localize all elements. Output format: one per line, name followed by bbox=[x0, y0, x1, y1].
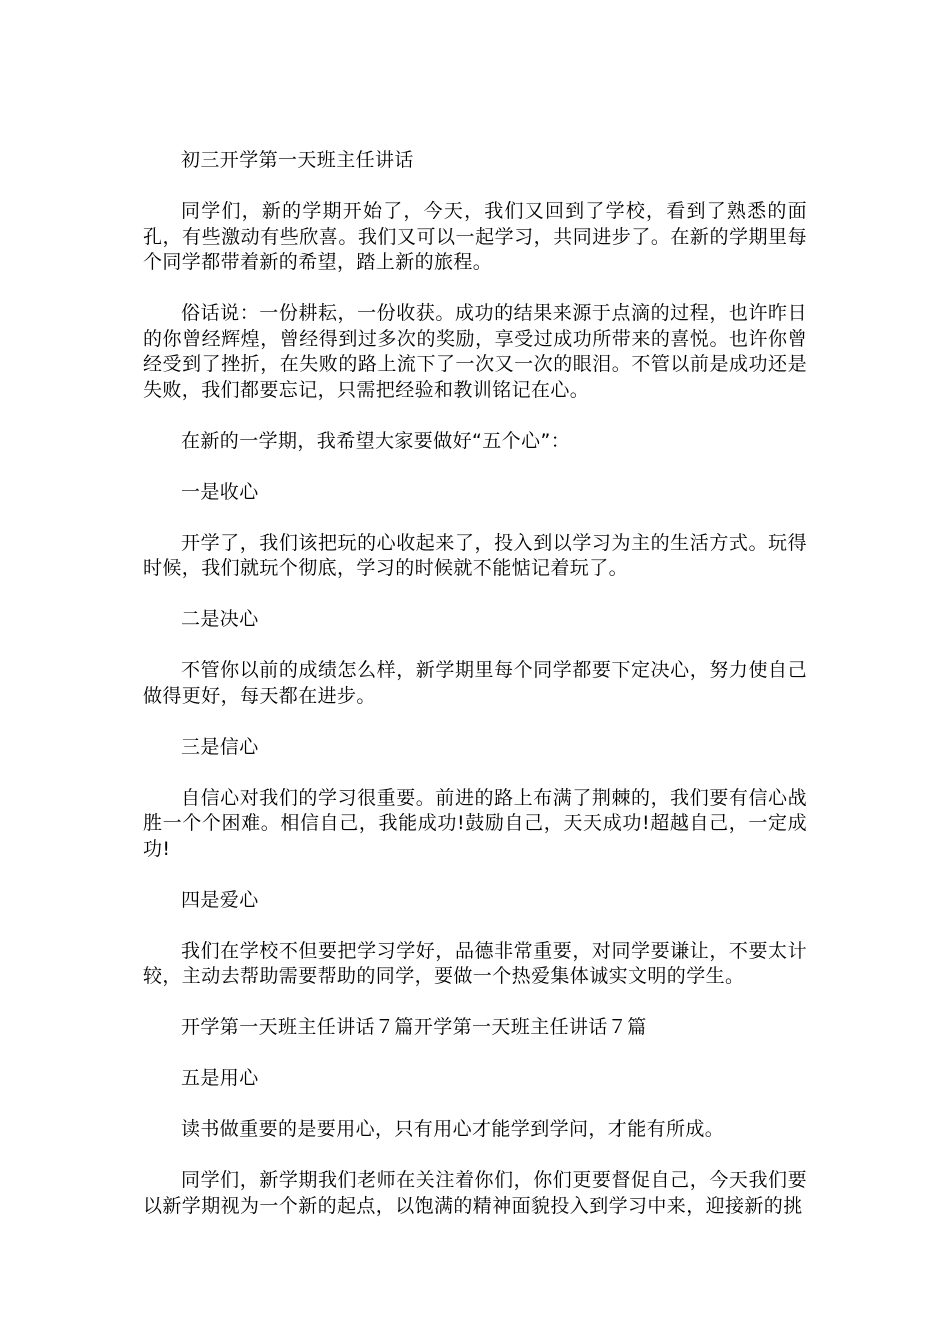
paragraph: 开学了，我们该把玩的心收起来了，投入到以学习为主的生活方式。玩得时候，我们就玩个彻底，学习的时候就不能惦记着玩了。 bbox=[143, 531, 807, 579]
paragraph: 我们在学校不但要把学习学好，品德非常重要，对同学要谦让，不要太计较，主动去帮助需要帮助的同学，要做一个热爱集体诚实文明的学生。 bbox=[143, 939, 807, 987]
section-heading: 三是信心 bbox=[181, 735, 259, 758]
section-heading: 五是用心 bbox=[181, 1067, 259, 1089]
paragraph: 俗话说：一份耕耘，一份收获。成功的结果来源于点滴的过程，也许昨日的你曾经辉煌，曾经得到过多次的奖励，享受过成功所带来的喜悦。也许你曾经受到了挫折，在失败的路上流下了一次又一次的眼泪。不管以前是成功还是失败，我们都要忘记，只需把经验和教训铭记在心。 bbox=[143, 302, 807, 401]
paragraph: 开学第一天班主任讲话７篇开学第一天班主任讲话７篇 bbox=[181, 1016, 647, 1038]
paragraph: 在新的一学期，我希望大家要做好“五个心”： bbox=[181, 429, 571, 452]
paragraph: 不管你以前的成绩怎么样，新学期里每个同学都要下定决心，努力使自己做得更好，每天都在进步。 bbox=[143, 659, 807, 707]
paragraph: 自信心对我们的学习很重要。前进的路上布满了荆棘的，我们要有信心战胜一个个困难。相信自己，我能成功!鼓励自己，天天成功!超越自己，一定成功! bbox=[143, 786, 807, 860]
section-heading: 二是决心 bbox=[181, 608, 259, 630]
document-body bbox=[143, 148, 807, 1245]
paragraph: 读书做重要的是要用心，只有用心才能学到学问，才能有所成。 bbox=[181, 1118, 725, 1140]
section-heading: 一是收心 bbox=[181, 480, 259, 503]
paragraph: 同学们，新学期我们老师在关注着你们，你们更要督促自己，今天我们要以新学期视为一个新的起点，以饱满的精神面貌投入到学习中来，迎接新的挑 bbox=[143, 1169, 807, 1217]
paragraph: 同学们，新的学期开始了，今天，我们又回到了学校，看到了熟悉的面孔，有些激动有些欣喜。我们又可以一起学习，共同进步了。在新的学期里每个同学都带着新的希望，踏上新的旅程。 bbox=[143, 200, 807, 273]
section-heading: 四是爱心 bbox=[181, 888, 259, 911]
document-title: 初三开学第一天班主任讲话 bbox=[181, 149, 414, 171]
